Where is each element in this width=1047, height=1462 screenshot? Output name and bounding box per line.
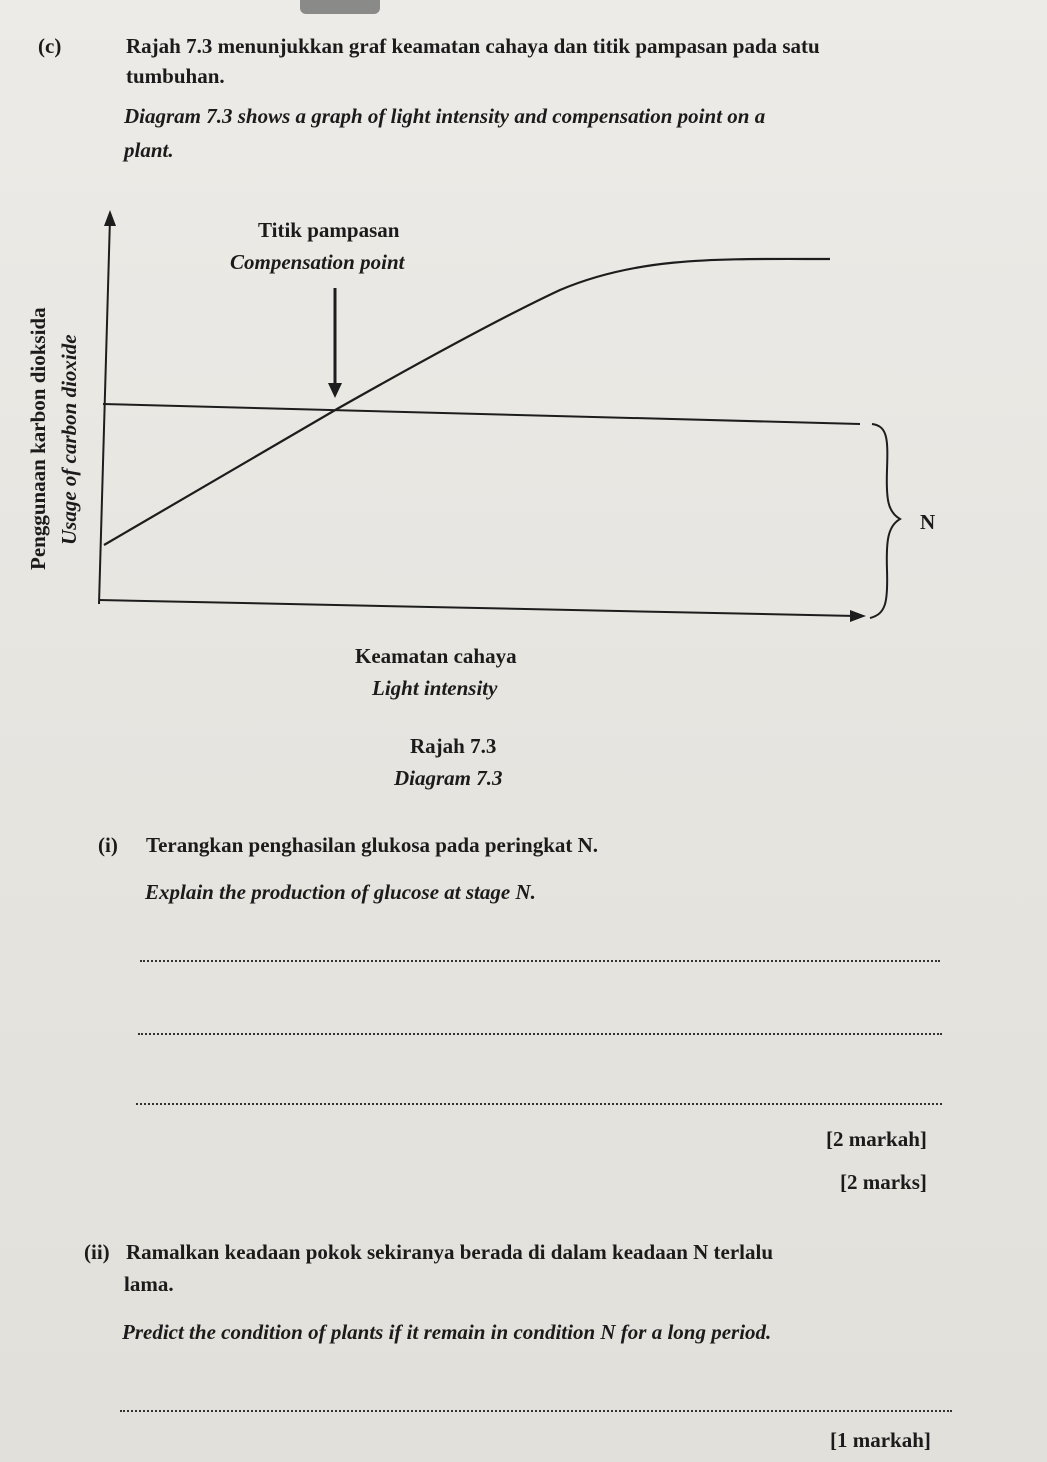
part-i-marks-malay-text: [2 markah] <box>826 1127 927 1151</box>
x-axis-arrowhead <box>850 610 866 622</box>
stage-n-brace <box>870 424 900 618</box>
y-axis-line <box>99 218 110 604</box>
answer-line-i-1[interactable] <box>140 960 940 962</box>
photosynthesis-curve <box>104 259 830 545</box>
compensation-label-malay: Titik pampasan <box>258 218 400 242</box>
question-c-label: (c) <box>38 34 62 58</box>
answer-line-ii-1[interactable] <box>120 1410 952 1412</box>
part-ii-label: (ii) <box>84 1240 110 1264</box>
x-axis-label-english: Light intensity <box>372 676 498 700</box>
question-c-english-line1: Diagram 7.3 shows a graph of light intensity and compensation point on a <box>124 104 766 128</box>
y-axis-label-english: Usage of carbon dioxide <box>57 334 81 545</box>
diagram-caption-english: Diagram 7.3 <box>394 766 503 790</box>
compensation-label-english: Compensation point <box>230 250 405 274</box>
respiration-level-line <box>103 404 860 424</box>
answer-line-i-3[interactable] <box>136 1103 942 1105</box>
part-i-label: (i) <box>98 833 118 857</box>
question-c-english-line2: plant. <box>124 138 174 162</box>
x-axis-label-malay: Keamatan cahaya <box>355 644 517 668</box>
stage-n-label: N <box>920 510 936 534</box>
compensation-arrowhead <box>328 383 342 398</box>
part-ii-malay-line1: Ramalkan keadaan pokok sekiranya berada di dalam keadaan N terlalu <box>126 1240 774 1264</box>
part-ii-malay-line2: lama. <box>124 1272 174 1296</box>
x-axis-line <box>99 600 856 616</box>
part-ii-marks-malay: [1 markah] <box>830 1428 931 1452</box>
question-c-malay-line1: Rajah 7.3 menunjukkan graf keamatan cahaya dan titik pampasan pada satu <box>126 34 820 58</box>
diagram-caption-malay: Rajah 7.3 <box>410 734 497 758</box>
y-axis-arrowhead <box>104 210 116 226</box>
question-c-malay-line2: tumbuhan. <box>126 64 225 88</box>
part-i-marks-english: [2 marks] <box>840 1170 927 1194</box>
part-ii-english: Predict the condition of plants if it remain in condition N for a long period. <box>122 1320 772 1344</box>
answer-line-i-2[interactable] <box>138 1033 942 1035</box>
y-axis-label-malay: Penggunaan karbon dioksida <box>26 307 50 570</box>
part-i-malay: Terangkan penghasilan glukosa pada peringkat N. <box>146 833 599 857</box>
part-i-english: Explain the production of glucose at stage N. <box>145 880 536 904</box>
part-i-marks-malay <box>826 1127 927 1152</box>
